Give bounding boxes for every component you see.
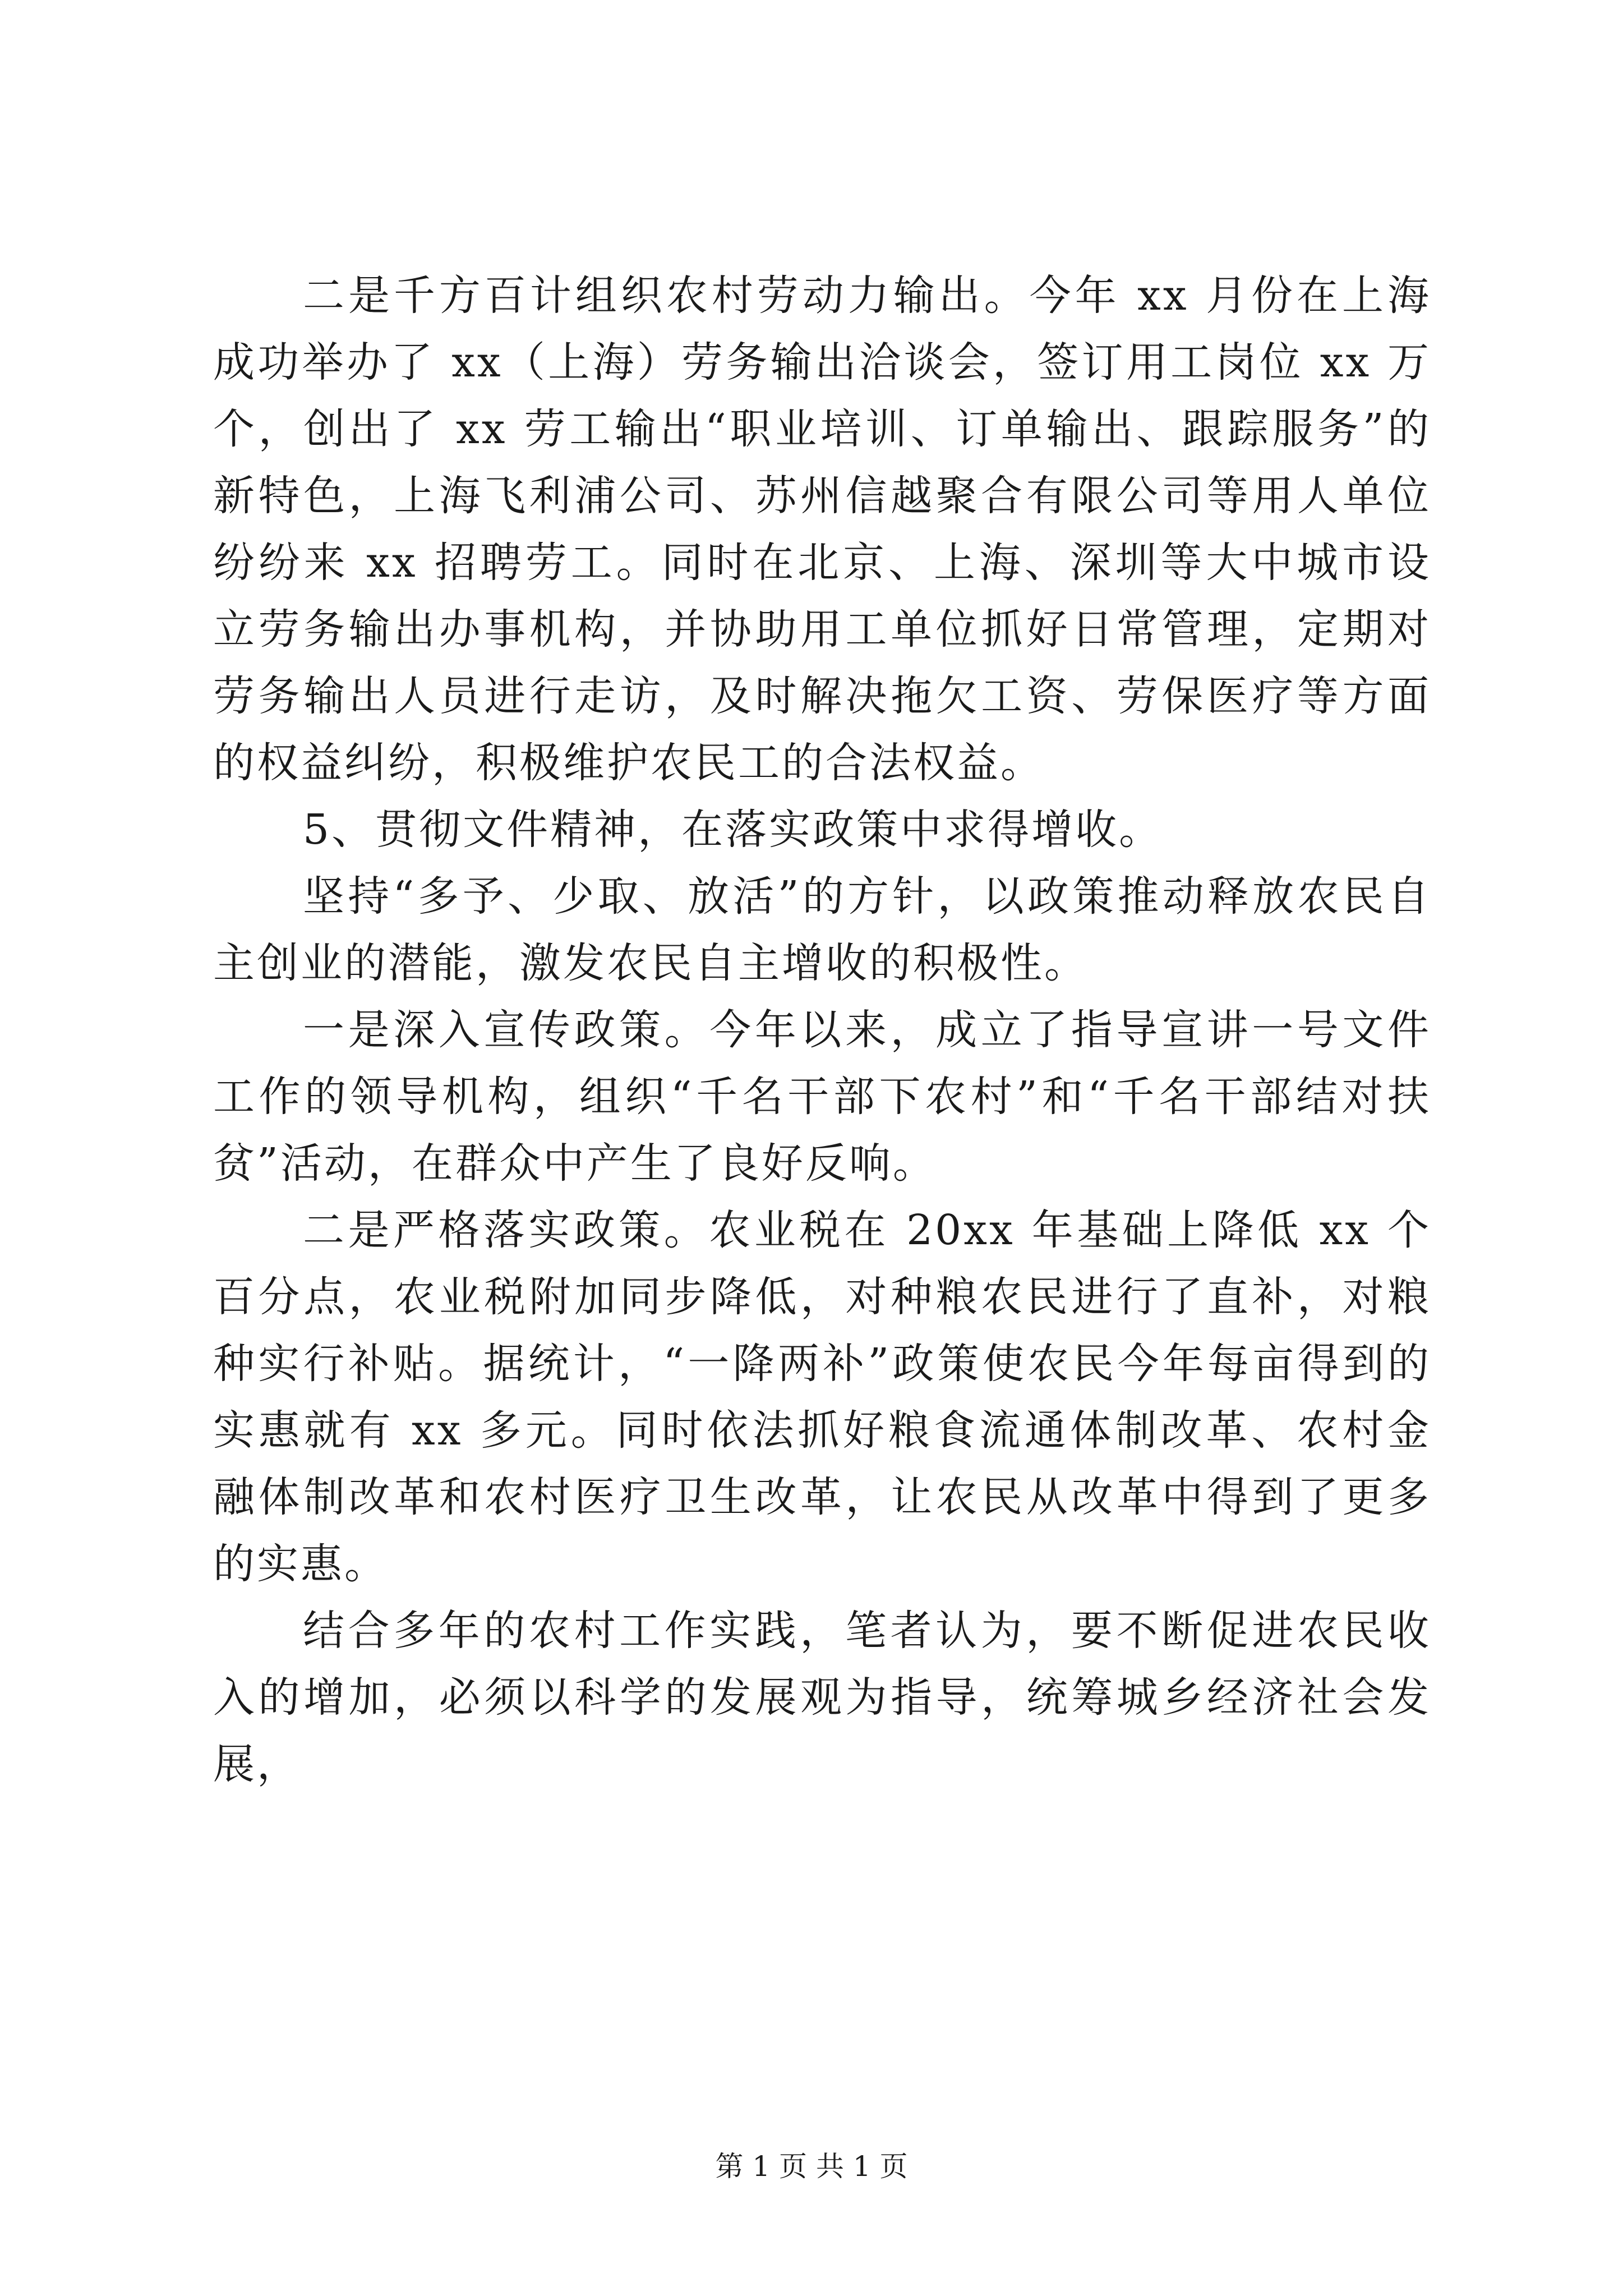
paragraph-policy-implementation: 二是严格落实政策。农业税在 20xx 年基础上降低 xx 个百分点，农业税附加同步降低，对种粮农民进行了直补，对粮种实行补贴。据统计，“一降两补”政策使农民今年每亩得到的实惠就有 xx 多元。同时依法抓好粮食流通体制改革、农村金融体制改革和农村医疗卫生改革，让农民从改革中得到了更多的实惠。 xyxy=(213,1206,1431,1588)
page-footer: 第 1 页 共 1 页 xyxy=(715,2150,908,2183)
document-body xyxy=(213,263,1431,1798)
paragraph-section-heading: 5、贯彻文件精神，在落实政策中求得增收。 xyxy=(303,806,1163,854)
paragraph-conclusion: 结合多年的农村工作实践，笔者认为，要不断促进农民收入的增加，必须以科学的发展观为指导，统筹城乡经济社会发展， xyxy=(213,1607,1431,1788)
paragraph-policy-promotion: 一是深入宣传政策。今年以来，成立了指导宣讲一号文件工作的领导机构，组织“千名干部下农村”和“千名干部结对扶贫”活动，在群众中产生了良好反响。 xyxy=(213,1006,1431,1188)
paragraph-policy-principle: 坚持“多予、少取、放活”的方针，以政策推动释放农民自主创业的潜能，激发农民自主增收的积极性。 xyxy=(213,872,1431,987)
paragraph-labor-export: 二是千方百计组织农村劳动力输出。今年 xx 月份在上海成功举办了 xx（上海）劳务输出洽谈会，签订用工岗位 xx 万个，创出了 xx 劳工输出“职业培训、订单输出、跟踪服务”的新特色，上海飞利浦公司、苏州信越聚合有限公司等用人单位纷纷来 xx 招聘劳工。同时在北京、上海、深圳等大中城市设立劳务输出办事机构，并协助用工单位抓好日常管理，定期对劳务输出人员进行走访，及时解决拖欠工资、劳保医疗等方面的权益纠纷，积极维护农民工的合法权益。 xyxy=(213,272,1431,787)
